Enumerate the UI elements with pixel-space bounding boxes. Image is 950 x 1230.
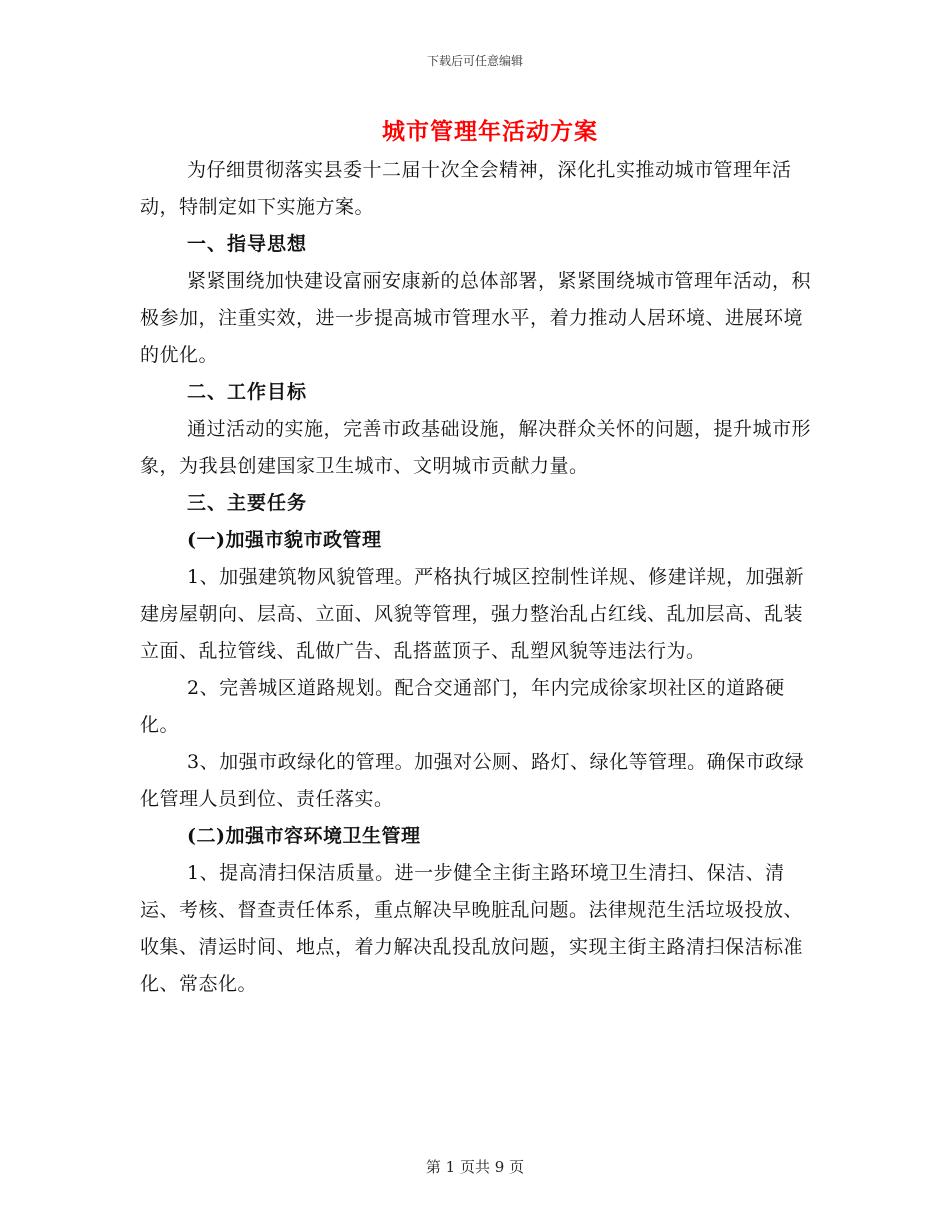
header-note: 下载后可任意编辑 bbox=[426, 54, 523, 68]
section-heading-guiding-ideology: 一、指导思想 bbox=[187, 233, 308, 255]
work-goals-paragraph: 通过活动的实施，完善市政基础设施，解决群众关怀的问题，提升城市形象，为我县创建国家卫生城市、文明城市贡献力量。 bbox=[140, 418, 812, 477]
document-title: 城市管理年活动方案 bbox=[382, 118, 598, 145]
page-number-footer: 第 1 页共 9 页 bbox=[425, 1158, 525, 1176]
task-paragraph-greening: 3、加强市政绿化的管理。加强对公厕、路灯、绿化等管理。确保市政绿化管理人员到位、责任落实。 bbox=[140, 751, 805, 810]
subsection-heading-sanitation-management: (二)加强市容环境卫生管理 bbox=[187, 825, 421, 847]
intro-paragraph: 为仔细贯彻落实县委十二届十次全会精神，深化扎实推动城市管理年活动，特制定如下实施方案。 bbox=[140, 159, 792, 218]
subsection-heading-municipal-management: (一)加强市貌市政管理 bbox=[187, 529, 382, 551]
task-paragraph-building-appearance: 1、加强建筑物风貌管理。严格执行城区控制性详规、修建详规，加强新建房屋朝向、层高、立面、风貌等管理，强力整治乱占红线、乱加层高、乱装立面、乱拉管线、乱做广告、乱搭蓝顶子、乱塑风貌等违法行为。 bbox=[140, 566, 805, 662]
section-heading-main-tasks: 三、主要任务 bbox=[187, 492, 308, 514]
task-paragraph-road-planning: 2、完善城区道路规划。配合交通部门，年内完成徐家坝社区的道路硬化。 bbox=[140, 677, 785, 736]
document-body bbox=[140, 152, 820, 1003]
task-paragraph-cleaning-quality: 1、提高清扫保洁质量。进一步健全主街主路环境卫生清扫、保洁、清运、考核、督查责任体系，重点解决早晚脏乱问题。法律规范生活垃圾投放、收集、清运时间、地点，着力解决乱投乱放问题，实现主街主路清扫保洁标准化、常态化。 bbox=[140, 862, 804, 995]
section-heading-work-goals: 二、工作目标 bbox=[187, 381, 308, 403]
guiding-ideology-paragraph: 紧紧围绕加快建设富丽安康新的总体部署，紧紧围绕城市管理年活动，积极参加，注重实效，进一步提高城市管理水平，着力推动人居环境、进展环境的优化。 bbox=[140, 270, 812, 366]
